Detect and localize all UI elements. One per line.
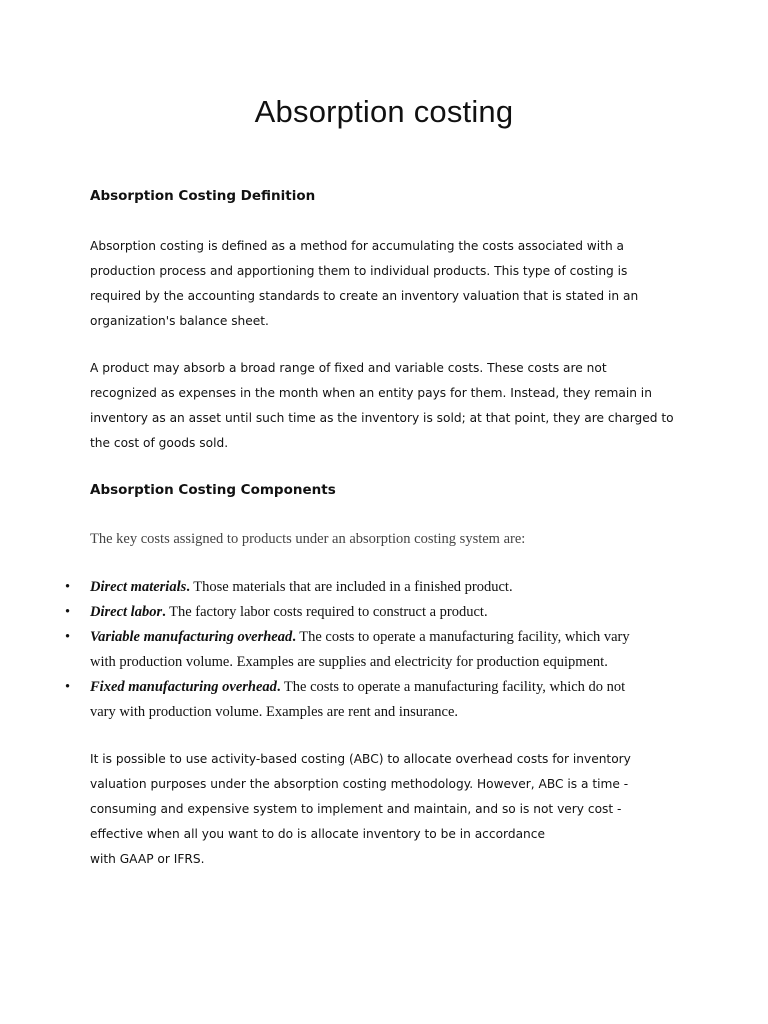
list-item-term: Fixed manufacturing overhead — [90, 679, 277, 695]
list-item-line: Direct labor. The factory labor costs required to construct a product. — [90, 604, 488, 620]
text-line: consuming and expensive system to implement and maintain, and so is not very cost - — [90, 802, 622, 816]
text-line: effective when all you want to do is allocate inventory to be in accordance — [90, 827, 545, 841]
list-item-text: The factory labor costs required to construct a product. — [169, 604, 488, 620]
list-item-line: Fixed manufacturing overhead. The costs to operate a manufacturing facility, which do not — [90, 679, 626, 695]
bullet-icon: • — [65, 679, 71, 695]
text-line: Absorption costing is defined as a method for accumulating the costs associated with a — [90, 239, 625, 253]
definition-heading: Absorption Costing Definition — [90, 188, 316, 204]
text-line: the cost of goods sold. — [90, 436, 229, 450]
text-line: organization's balance sheet. — [90, 314, 269, 328]
definition-paragraph-2 — [90, 356, 690, 456]
list-item-fixed-overhead — [0, 675, 768, 725]
list-item-variable-overhead — [0, 625, 768, 675]
list-item-direct-labor — [0, 600, 768, 625]
text-line: required by the accounting standards to create an inventory valuation that is stated in an — [90, 289, 639, 303]
text-line: with GAAP or IFRS. — [90, 852, 205, 866]
bullet-icon: • — [65, 579, 71, 595]
list-item-direct-materials — [0, 575, 768, 600]
list-item-text: The costs to operate a manufacturing facility, which do not — [283, 679, 626, 695]
page-title: Absorption costing — [254, 94, 514, 129]
text-line: valuation purposes under the absorption costing methodology. However, ABC is a time - — [90, 777, 629, 791]
list-item-term: Variable manufacturing overhead — [90, 629, 293, 645]
components-list — [0, 575, 768, 725]
list-item-text: vary with production volume. Examples are rent and insurance. — [90, 704, 459, 720]
list-item-term: Direct labor — [90, 604, 163, 620]
list-item-text: The costs to operate a manufacturing facility, which vary — [299, 629, 630, 645]
bullet-icon: • — [65, 604, 71, 620]
definition-paragraph-1 — [90, 234, 690, 334]
closing-paragraph — [90, 747, 690, 872]
text-line: inventory as an asset until such time as the inventory is sold; at that point, they are charged to — [90, 411, 674, 425]
text-line: recognized as expenses in the month when an entity pays for them. Instead, they remain in — [90, 386, 652, 400]
text-line: A product may absorb a broad range of fixed and variable costs. These costs are not — [90, 361, 607, 375]
text-line: It is possible to use activity-based costing (ABC) to allocate overhead costs for inventory — [90, 752, 631, 766]
list-item-line: Direct materials. Those materials that are included in a finished product. — [90, 579, 513, 595]
text-line: production process and apportioning them to individual products. This type of costing is — [90, 264, 628, 278]
list-item-term: Direct materials — [90, 579, 187, 595]
list-item-text: Those materials that are included in a finished product. — [193, 579, 513, 595]
bullet-icon: • — [65, 629, 71, 645]
components-heading: Absorption Costing Components — [90, 482, 336, 498]
list-item-text: with production volume. Examples are supplies and electricity for production equipment. — [90, 654, 608, 670]
components-intro: The key costs assigned to products under an absorption costing system are: — [90, 531, 526, 547]
list-item-line: Variable manufacturing overhead. The costs to operate a manufacturing facility, which vary — [90, 629, 630, 645]
